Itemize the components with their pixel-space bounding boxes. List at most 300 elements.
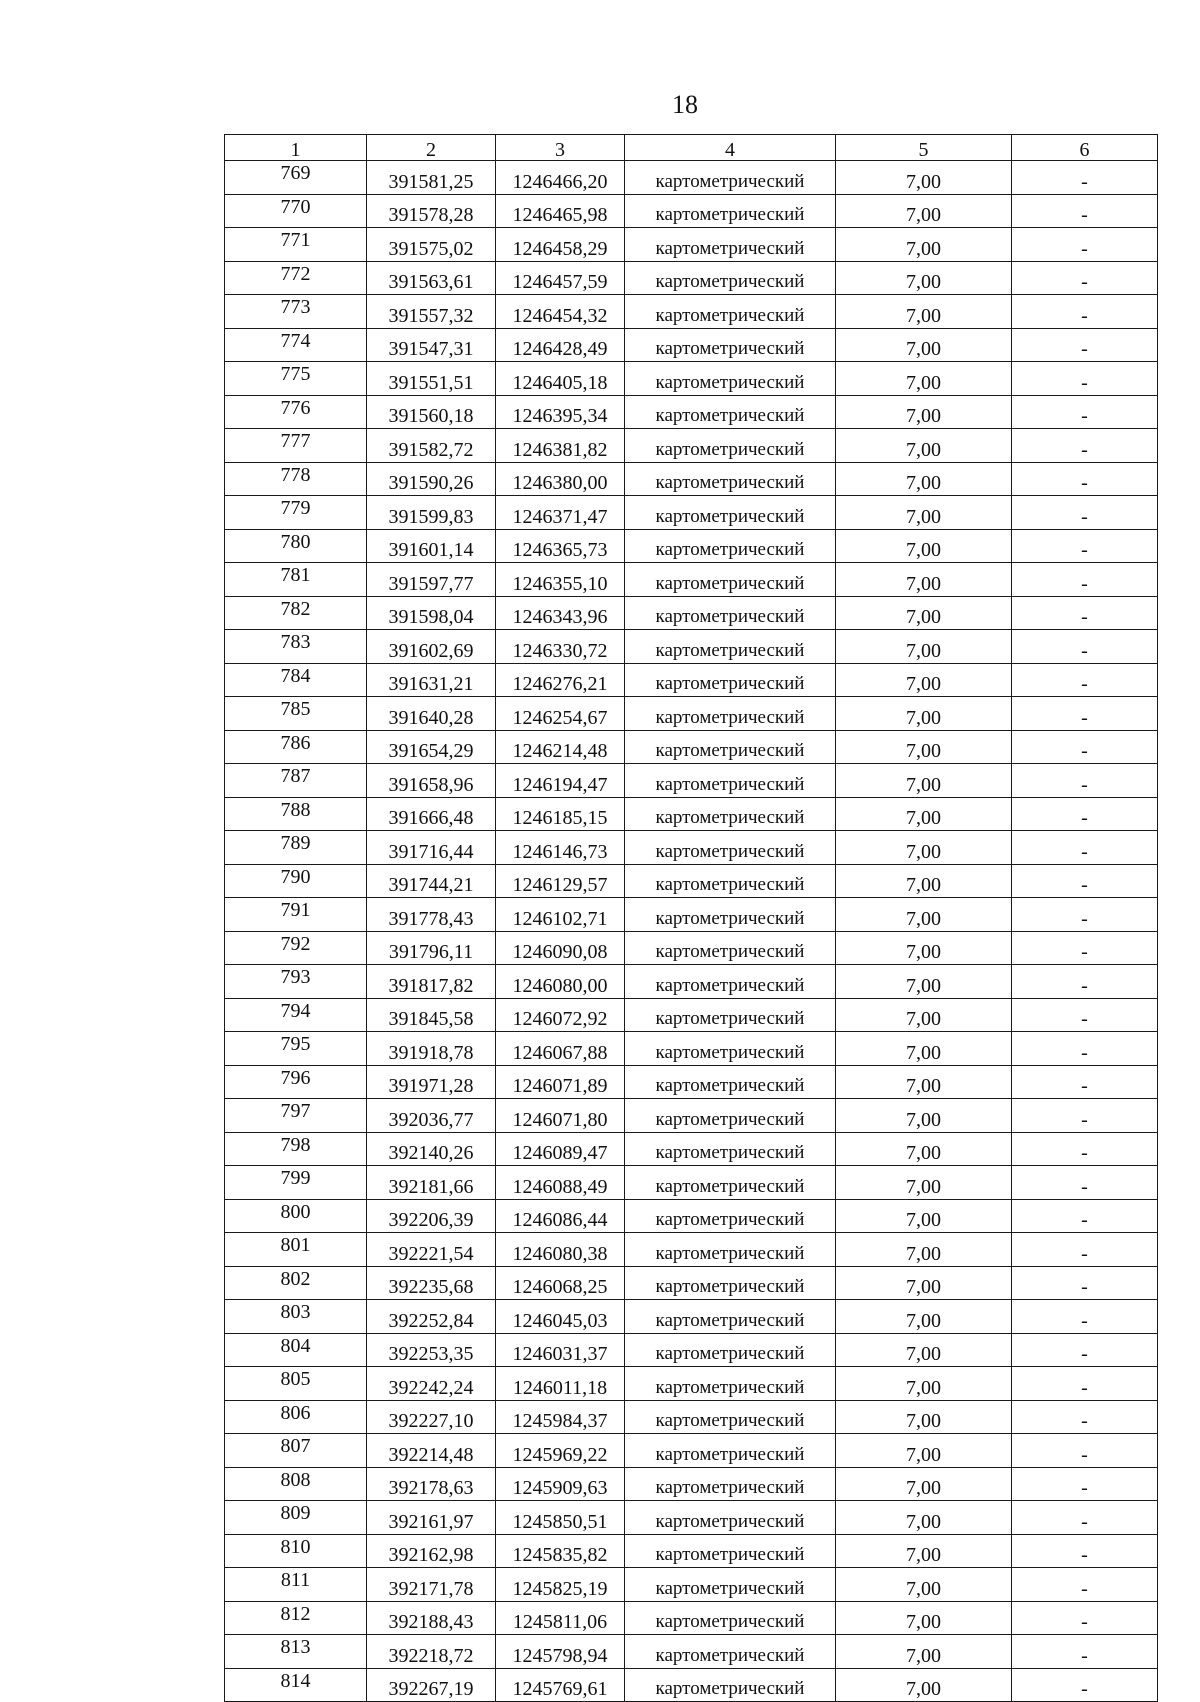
cell-accuracy: 7,00 (836, 462, 1012, 496)
cell-accuracy: 7,00 (836, 1032, 1012, 1066)
header-cell-3: 3 (496, 135, 625, 161)
cell-point-number: 811 (225, 1568, 367, 1602)
cell-x-coordinate: 391563,61 (367, 261, 496, 295)
cell-x-coordinate: 391716,44 (367, 831, 496, 865)
cell-note: - (1012, 1400, 1158, 1434)
cell-point-number: 774 (225, 328, 367, 362)
cell-note: - (1012, 1568, 1158, 1602)
cell-point-number: 780 (225, 529, 367, 563)
cell-point-number: 770 (225, 194, 367, 228)
cell-accuracy: 7,00 (836, 1501, 1012, 1535)
cell-accuracy: 7,00 (836, 194, 1012, 228)
cell-note: - (1012, 395, 1158, 429)
cell-y-coordinate: 1246011,18 (496, 1367, 625, 1401)
cell-accuracy: 7,00 (836, 395, 1012, 429)
cell-y-coordinate: 1245825,19 (496, 1568, 625, 1602)
cell-accuracy: 7,00 (836, 261, 1012, 295)
cell-point-number: 810 (225, 1534, 367, 1568)
cell-y-coordinate: 1246395,34 (496, 395, 625, 429)
cell-note: - (1012, 1032, 1158, 1066)
table-row (225, 462, 1158, 496)
cell-y-coordinate: 1246080,00 (496, 965, 625, 999)
cell-point-number: 778 (225, 462, 367, 496)
cell-method: картометрический (625, 1601, 836, 1635)
cell-accuracy: 7,00 (836, 663, 1012, 697)
cell-note: - (1012, 630, 1158, 664)
cell-accuracy: 7,00 (836, 965, 1012, 999)
cell-point-number: 790 (225, 864, 367, 898)
cell-accuracy: 7,00 (836, 1065, 1012, 1099)
cell-method: картометрический (625, 1300, 836, 1334)
cell-point-number: 808 (225, 1467, 367, 1501)
cell-note: - (1012, 328, 1158, 362)
cell-y-coordinate: 1246102,71 (496, 898, 625, 932)
cell-y-coordinate: 1246072,92 (496, 998, 625, 1032)
table-row (225, 1300, 1158, 1334)
header-row (225, 135, 1158, 161)
cell-x-coordinate: 391601,14 (367, 529, 496, 563)
table-row (225, 764, 1158, 798)
cell-y-coordinate: 1246086,44 (496, 1199, 625, 1233)
table-row (225, 596, 1158, 630)
cell-y-coordinate: 1246185,15 (496, 797, 625, 831)
cell-y-coordinate: 1246194,47 (496, 764, 625, 798)
cell-method: картометрический (625, 1065, 836, 1099)
cell-accuracy: 7,00 (836, 898, 1012, 932)
cell-x-coordinate: 392188,43 (367, 1601, 496, 1635)
cell-x-coordinate: 392218,72 (367, 1635, 496, 1669)
cell-method: картометрический (625, 730, 836, 764)
cell-method: картометрический (625, 1501, 836, 1535)
cell-method: картометрический (625, 1467, 836, 1501)
cell-point-number: 795 (225, 1032, 367, 1066)
table-row (225, 1501, 1158, 1535)
cell-point-number: 771 (225, 228, 367, 262)
cell-point-number: 804 (225, 1333, 367, 1367)
cell-accuracy: 7,00 (836, 1233, 1012, 1267)
cell-y-coordinate: 1246080,38 (496, 1233, 625, 1267)
cell-note: - (1012, 1501, 1158, 1535)
table-row (225, 697, 1158, 731)
table-row (225, 194, 1158, 228)
header-cell-4: 4 (625, 135, 836, 161)
coordinates-table (224, 134, 1158, 1702)
cell-x-coordinate: 391918,78 (367, 1032, 496, 1066)
cell-accuracy: 7,00 (836, 1300, 1012, 1334)
cell-y-coordinate: 1245769,61 (496, 1668, 625, 1702)
cell-point-number: 812 (225, 1601, 367, 1635)
cell-method: картометрический (625, 898, 836, 932)
cell-accuracy: 7,00 (836, 1668, 1012, 1702)
cell-accuracy: 7,00 (836, 1635, 1012, 1669)
cell-x-coordinate: 391778,43 (367, 898, 496, 932)
cell-y-coordinate: 1246088,49 (496, 1166, 625, 1200)
table-row (225, 1367, 1158, 1401)
page-number: 18 (672, 90, 698, 119)
cell-method: картометрический (625, 831, 836, 865)
cell-accuracy: 7,00 (836, 730, 1012, 764)
cell-note: - (1012, 864, 1158, 898)
cell-x-coordinate: 391560,18 (367, 395, 496, 429)
cell-x-coordinate: 391551,51 (367, 362, 496, 396)
cell-accuracy: 7,00 (836, 1467, 1012, 1501)
cell-point-number: 797 (225, 1099, 367, 1133)
cell-accuracy: 7,00 (836, 931, 1012, 965)
cell-method: картометрический (625, 161, 836, 195)
cell-note: - (1012, 1534, 1158, 1568)
cell-point-number: 794 (225, 998, 367, 1032)
cell-method: картометрический (625, 1132, 836, 1166)
cell-y-coordinate: 1246466,20 (496, 161, 625, 195)
cell-method: картометрический (625, 1367, 836, 1401)
cell-x-coordinate: 391598,04 (367, 596, 496, 630)
cell-note: - (1012, 831, 1158, 865)
cell-x-coordinate: 391658,96 (367, 764, 496, 798)
cell-accuracy: 7,00 (836, 1568, 1012, 1602)
table-row (225, 1400, 1158, 1434)
table-row (225, 898, 1158, 932)
table-row (225, 395, 1158, 429)
cell-x-coordinate: 391817,82 (367, 965, 496, 999)
cell-y-coordinate: 1246458,29 (496, 228, 625, 262)
cell-point-number: 772 (225, 261, 367, 295)
cell-y-coordinate: 1246071,89 (496, 1065, 625, 1099)
cell-point-number: 805 (225, 1367, 367, 1401)
cell-y-coordinate: 1245850,51 (496, 1501, 625, 1535)
cell-method: картометрический (625, 630, 836, 664)
cell-note: - (1012, 898, 1158, 932)
table-row (225, 1199, 1158, 1233)
cell-method: картометрический (625, 1333, 836, 1367)
header-cell-1: 1 (225, 135, 367, 161)
cell-method: картометрический (625, 864, 836, 898)
cell-accuracy: 7,00 (836, 529, 1012, 563)
table-row (225, 1534, 1158, 1568)
cell-y-coordinate: 1246371,47 (496, 496, 625, 530)
cell-accuracy: 7,00 (836, 496, 1012, 530)
cell-point-number: 776 (225, 395, 367, 429)
cell-method: картометрический (625, 1166, 836, 1200)
cell-point-number: 796 (225, 1065, 367, 1099)
cell-method: картометрический (625, 1032, 836, 1066)
table-row (225, 529, 1158, 563)
cell-method: картометрический (625, 797, 836, 831)
cell-x-coordinate: 391640,28 (367, 697, 496, 731)
table-row (225, 864, 1158, 898)
cell-accuracy: 7,00 (836, 1266, 1012, 1300)
cell-point-number: 788 (225, 797, 367, 831)
table-row (225, 1099, 1158, 1133)
cell-x-coordinate: 392178,63 (367, 1467, 496, 1501)
table-row (225, 998, 1158, 1032)
cell-x-coordinate: 392161,97 (367, 1501, 496, 1535)
cell-note: - (1012, 1434, 1158, 1468)
table-row (225, 496, 1158, 530)
cell-x-coordinate: 392253,35 (367, 1333, 496, 1367)
cell-point-number: 784 (225, 663, 367, 697)
cell-accuracy: 7,00 (836, 328, 1012, 362)
cell-y-coordinate: 1246365,73 (496, 529, 625, 563)
cell-method: картометрический (625, 697, 836, 731)
cell-method: картометрический (625, 462, 836, 496)
cell-accuracy: 7,00 (836, 1099, 1012, 1133)
cell-point-number: 809 (225, 1501, 367, 1535)
table-row (225, 1233, 1158, 1267)
cell-y-coordinate: 1246089,47 (496, 1132, 625, 1166)
cell-y-coordinate: 1246146,73 (496, 831, 625, 865)
cell-point-number: 775 (225, 362, 367, 396)
cell-point-number: 799 (225, 1166, 367, 1200)
cell-method: картометрический (625, 1099, 836, 1133)
cell-x-coordinate: 392227,10 (367, 1400, 496, 1434)
cell-note: - (1012, 965, 1158, 999)
table-row (225, 965, 1158, 999)
cell-x-coordinate: 391602,69 (367, 630, 496, 664)
cell-accuracy: 7,00 (836, 1367, 1012, 1401)
cell-x-coordinate: 391971,28 (367, 1065, 496, 1099)
table-row (225, 1568, 1158, 1602)
cell-accuracy: 7,00 (836, 563, 1012, 597)
cell-method: картометрический (625, 362, 836, 396)
cell-x-coordinate: 392214,48 (367, 1434, 496, 1468)
cell-point-number: 814 (225, 1668, 367, 1702)
cell-note: - (1012, 764, 1158, 798)
cell-accuracy: 7,00 (836, 1132, 1012, 1166)
cell-method: картометрический (625, 1534, 836, 1568)
table-row (225, 663, 1158, 697)
cell-x-coordinate: 391547,31 (367, 328, 496, 362)
cell-method: картометрический (625, 295, 836, 329)
cell-note: - (1012, 295, 1158, 329)
header-cell-6: 6 (1012, 135, 1158, 161)
cell-x-coordinate: 391631,21 (367, 663, 496, 697)
cell-note: - (1012, 429, 1158, 463)
table-body (225, 161, 1158, 1702)
cell-point-number: 793 (225, 965, 367, 999)
cell-note: - (1012, 529, 1158, 563)
cell-y-coordinate: 1246330,72 (496, 630, 625, 664)
cell-accuracy: 7,00 (836, 864, 1012, 898)
cell-x-coordinate: 391578,28 (367, 194, 496, 228)
table-row (225, 1668, 1158, 1702)
cell-x-coordinate: 391581,25 (367, 161, 496, 195)
table-row (225, 630, 1158, 664)
cell-note: - (1012, 194, 1158, 228)
cell-note: - (1012, 663, 1158, 697)
cell-x-coordinate: 392252,84 (367, 1300, 496, 1334)
cell-accuracy: 7,00 (836, 161, 1012, 195)
cell-point-number: 803 (225, 1300, 367, 1334)
cell-x-coordinate: 392036,77 (367, 1099, 496, 1133)
table-row (225, 1166, 1158, 1200)
cell-note: - (1012, 730, 1158, 764)
cell-method: картометрический (625, 1266, 836, 1300)
cell-point-number: 786 (225, 730, 367, 764)
cell-accuracy: 7,00 (836, 1333, 1012, 1367)
cell-accuracy: 7,00 (836, 1534, 1012, 1568)
table-row (225, 1635, 1158, 1669)
cell-y-coordinate: 1246380,00 (496, 462, 625, 496)
cell-x-coordinate: 391796,11 (367, 931, 496, 965)
cell-note: - (1012, 1367, 1158, 1401)
table-row (225, 161, 1158, 195)
cell-method: картометрический (625, 429, 836, 463)
cell-accuracy: 7,00 (836, 1199, 1012, 1233)
cell-note: - (1012, 1166, 1158, 1200)
cell-method: картометрический (625, 1400, 836, 1434)
cell-y-coordinate: 1246343,96 (496, 596, 625, 630)
table-row (225, 797, 1158, 831)
cell-note: - (1012, 1668, 1158, 1702)
table-row (225, 261, 1158, 295)
cell-y-coordinate: 1246465,98 (496, 194, 625, 228)
cell-y-coordinate: 1246457,59 (496, 261, 625, 295)
cell-method: картометрический (625, 395, 836, 429)
header-cell-5: 5 (836, 135, 1012, 161)
cell-point-number: 792 (225, 931, 367, 965)
cell-note: - (1012, 1233, 1158, 1267)
cell-y-coordinate: 1246254,67 (496, 697, 625, 731)
cell-x-coordinate: 391597,77 (367, 563, 496, 597)
cell-accuracy: 7,00 (836, 362, 1012, 396)
table-row (225, 1065, 1158, 1099)
cell-accuracy: 7,00 (836, 1400, 1012, 1434)
cell-point-number: 789 (225, 831, 367, 865)
cell-x-coordinate: 392171,78 (367, 1568, 496, 1602)
cell-x-coordinate: 391582,72 (367, 429, 496, 463)
cell-point-number: 807 (225, 1434, 367, 1468)
cell-y-coordinate: 1245798,94 (496, 1635, 625, 1669)
cell-accuracy: 7,00 (836, 1601, 1012, 1635)
cell-note: - (1012, 931, 1158, 965)
cell-note: - (1012, 1266, 1158, 1300)
cell-method: картометрический (625, 496, 836, 530)
cell-note: - (1012, 1467, 1158, 1501)
cell-point-number: 782 (225, 596, 367, 630)
cell-note: - (1012, 1601, 1158, 1635)
cell-note: - (1012, 596, 1158, 630)
table-header (225, 135, 1158, 161)
table-row (225, 1434, 1158, 1468)
cell-accuracy: 7,00 (836, 429, 1012, 463)
table-row (225, 429, 1158, 463)
cell-x-coordinate: 392221,54 (367, 1233, 496, 1267)
cell-point-number: 798 (225, 1132, 367, 1166)
table-row (225, 1333, 1158, 1367)
cell-method: картометрический (625, 529, 836, 563)
cell-point-number: 769 (225, 161, 367, 195)
cell-point-number: 801 (225, 1233, 367, 1267)
cell-x-coordinate: 391666,48 (367, 797, 496, 831)
cell-y-coordinate: 1246276,21 (496, 663, 625, 697)
cell-accuracy: 7,00 (836, 1166, 1012, 1200)
table-row (225, 730, 1158, 764)
cell-x-coordinate: 391599,83 (367, 496, 496, 530)
cell-note: - (1012, 1099, 1158, 1133)
cell-note: - (1012, 998, 1158, 1032)
table-row (225, 1266, 1158, 1300)
table-row (225, 362, 1158, 396)
cell-accuracy: 7,00 (836, 764, 1012, 798)
cell-note: - (1012, 1132, 1158, 1166)
cell-y-coordinate: 1246068,25 (496, 1266, 625, 1300)
cell-method: картометрический (625, 1434, 836, 1468)
cell-accuracy: 7,00 (836, 1434, 1012, 1468)
cell-y-coordinate: 1246090,08 (496, 931, 625, 965)
cell-note: - (1012, 462, 1158, 496)
cell-note: - (1012, 697, 1158, 731)
cell-note: - (1012, 1065, 1158, 1099)
cell-x-coordinate: 392267,19 (367, 1668, 496, 1702)
cell-note: - (1012, 362, 1158, 396)
cell-y-coordinate: 1246428,49 (496, 328, 625, 362)
cell-method: картометрический (625, 261, 836, 295)
cell-method: картометрический (625, 228, 836, 262)
cell-y-coordinate: 1246031,37 (496, 1333, 625, 1367)
cell-x-coordinate: 391744,21 (367, 864, 496, 898)
table-row (225, 931, 1158, 965)
cell-accuracy: 7,00 (836, 630, 1012, 664)
cell-accuracy: 7,00 (836, 596, 1012, 630)
cell-point-number: 806 (225, 1400, 367, 1434)
cell-point-number: 813 (225, 1635, 367, 1669)
cell-accuracy: 7,00 (836, 295, 1012, 329)
cell-y-coordinate: 1245835,82 (496, 1534, 625, 1568)
table-row (225, 563, 1158, 597)
cell-y-coordinate: 1245909,63 (496, 1467, 625, 1501)
cell-method: картометрический (625, 1668, 836, 1702)
cell-x-coordinate: 391575,02 (367, 228, 496, 262)
cell-method: картометрический (625, 965, 836, 999)
cell-accuracy: 7,00 (836, 797, 1012, 831)
cell-note: - (1012, 261, 1158, 295)
cell-note: - (1012, 1635, 1158, 1669)
cell-note: - (1012, 797, 1158, 831)
cell-note: - (1012, 563, 1158, 597)
cell-x-coordinate: 391590,26 (367, 462, 496, 496)
cell-x-coordinate: 392162,98 (367, 1534, 496, 1568)
cell-point-number: 783 (225, 630, 367, 664)
cell-x-coordinate: 392140,26 (367, 1132, 496, 1166)
cell-method: картометрический (625, 1233, 836, 1267)
table-row (225, 228, 1158, 262)
cell-point-number: 791 (225, 898, 367, 932)
cell-y-coordinate: 1245811,06 (496, 1601, 625, 1635)
cell-point-number: 773 (225, 295, 367, 329)
cell-y-coordinate: 1246405,18 (496, 362, 625, 396)
table-row (225, 1467, 1158, 1501)
cell-x-coordinate: 391557,32 (367, 295, 496, 329)
cell-note: - (1012, 228, 1158, 262)
cell-method: картометрический (625, 563, 836, 597)
cell-accuracy: 7,00 (836, 998, 1012, 1032)
cell-method: картометрический (625, 931, 836, 965)
cell-point-number: 787 (225, 764, 367, 798)
cell-y-coordinate: 1246129,57 (496, 864, 625, 898)
cell-method: картометрический (625, 1568, 836, 1602)
cell-method: картометрический (625, 1635, 836, 1669)
cell-note: - (1012, 161, 1158, 195)
cell-point-number: 785 (225, 697, 367, 731)
cell-method: картометрический (625, 764, 836, 798)
table-row (225, 1601, 1158, 1635)
cell-note: - (1012, 496, 1158, 530)
table-row (225, 831, 1158, 865)
cell-x-coordinate: 391845,58 (367, 998, 496, 1032)
cell-x-coordinate: 392242,24 (367, 1367, 496, 1401)
cell-point-number: 781 (225, 563, 367, 597)
table-row (225, 295, 1158, 329)
